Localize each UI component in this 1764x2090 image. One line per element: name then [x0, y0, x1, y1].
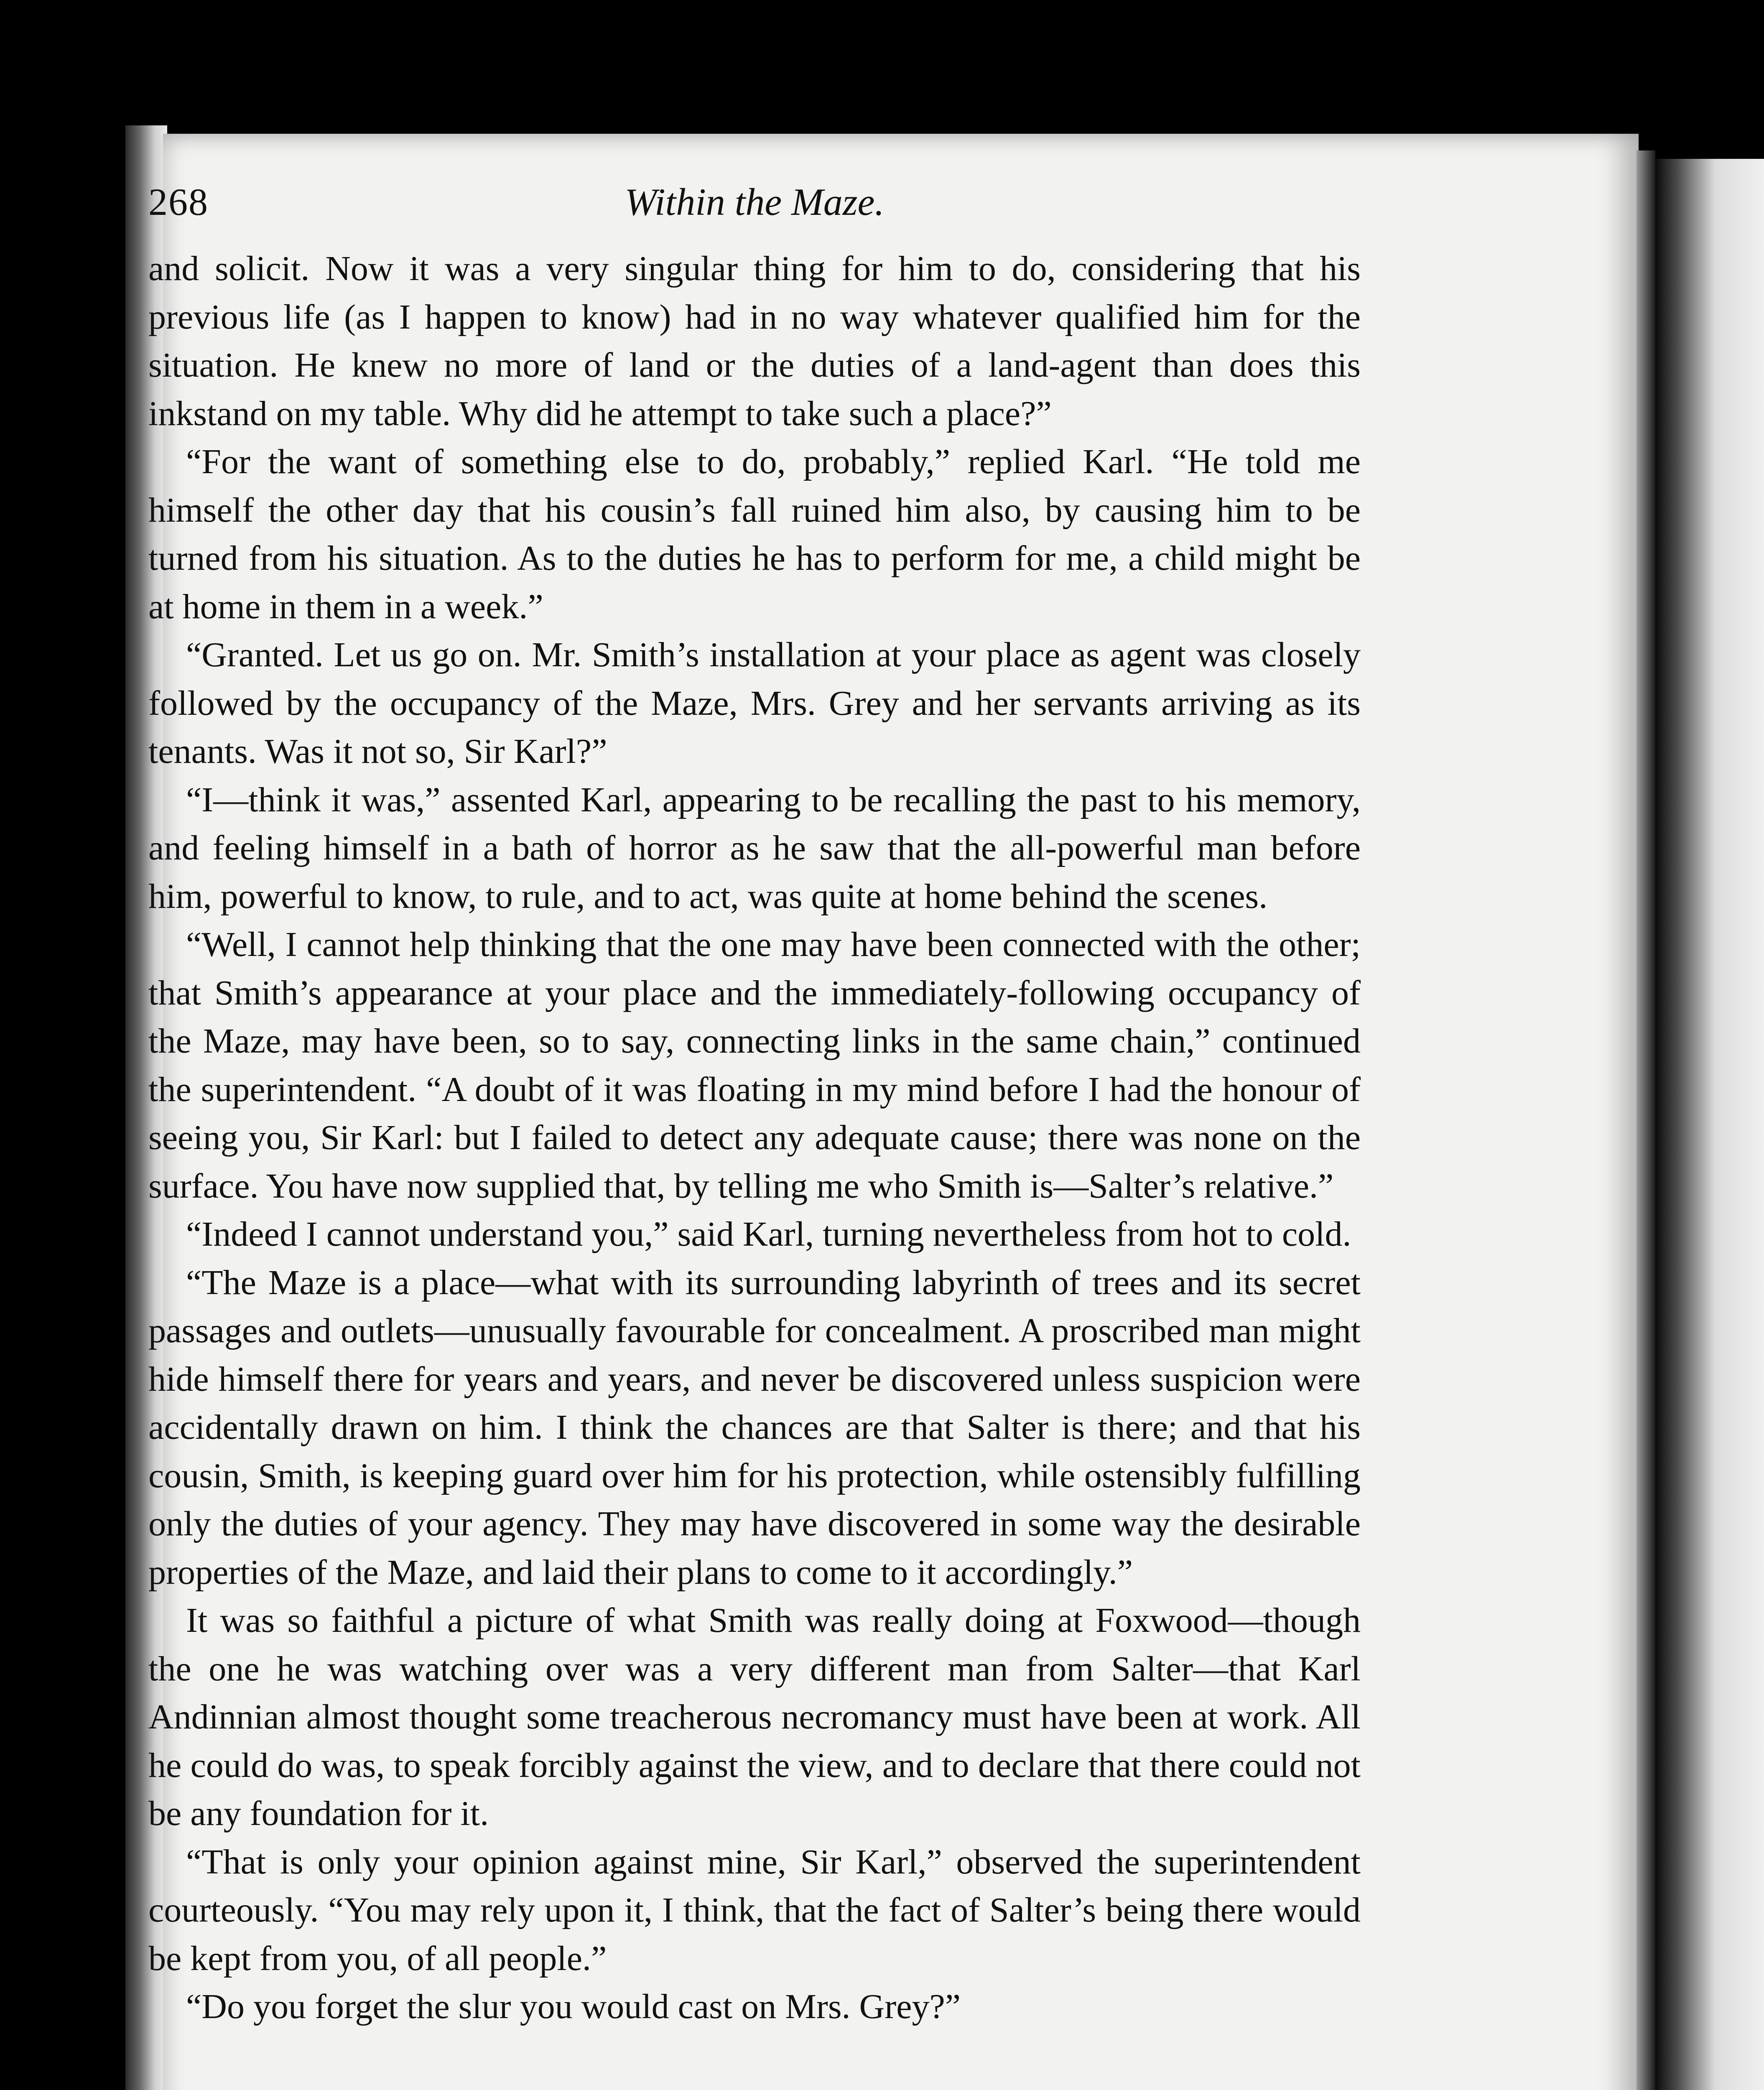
paragraph: and solicit. Now it was a very singular thing for him to do, considering that his previous life (as I happen to know) had in no way whatever qualified him for the situation. He knew no more of land or the duties of a land-agent than does this inkstand on my table. Why did he attempt to take such a place?”: [148, 249, 1361, 433]
paragraph: “Granted. Let us go on. Mr. Smith’s installation at your place as agent was closely followed by the occupancy of the Maze, Mrs. Grey and her servants arriving as its tenants. Was it not so, Sir Karl?”: [148, 635, 1361, 771]
running-header: [148, 180, 1361, 234]
paragraph: “Indeed I cannot understand you,” said Karl, turning nevertheless from hot to cold.: [186, 1215, 1351, 1254]
paragraph: “That is only your opinion against mine, Sir Karl,” observed the superintendent courteously. “You may rely upon it, I think, that the fact of Salter’s being there would be kept from you, of all people.”: [148, 1842, 1361, 1978]
facing-page-edge: [1655, 159, 1764, 2090]
body-text: [148, 245, 1361, 2031]
running-title: Within the Maze.: [625, 181, 885, 223]
page-number: 268: [148, 181, 209, 223]
paragraph: “The Maze is a place—what with its surrounding labyrinth of trees and its secret passages and outlets—unusually favourable for concealment. A proscribed man might hide himself there for years and years, and never be discovered unless suspicion were accidentally drawn on him. I think the chances are that Salter is there; and that his cousin, Smith, is keeping guard over him for his protection, while ostensibly fulfilling only the duties of your agency. They may have discovered in some way the desirable properties of the Maze, and laid their plans to come to it accordingly.”: [148, 1263, 1361, 1592]
paragraph: “Do you forget the slur you would cast on Mrs. Grey?”: [186, 1987, 961, 2026]
paragraph: It was so faithful a picture of what Smith was really doing at Foxwood—though the one he was watching over was a very different man from Salter—that Karl Andinnian almost thought some treacherous necromancy must have been at work. All he could do was, to speak forcibly against the view, and to declare that there could not be any foundation for it.: [148, 1601, 1361, 1833]
paragraph: “Well, I cannot help thinking that the one may have been connected with the other; that Smith’s appearance at your place and the immediately-following occupancy of the Maze, may have been, so to say, connecting links in the same chain,” continued the superintendent. “A doubt of it was floating in my mind before I had the honour of seeing you, Sir Karl: but I failed to detect any adequate cause; there was none on the surface. You have now supplied that, by telling me who Smith is—Salter’s relative.”: [148, 925, 1361, 1206]
paragraph: “For the want of something else to do, probably,” replied Karl. “He told me himself the other day that his cousin’s fall ruined him also, by causing him to be turned from his situation. As to the duties he has to perform for me, a child might be at home in them in a week.”: [148, 442, 1361, 626]
page-edge: [1637, 150, 1655, 2090]
paragraph: “I—think it was,” assented Karl, appearing to be recalling the past to his memory, and feeling himself in a bath of horror as he saw that the all-powerful man before him, powerful to know, to rule, and to act, was quite at home behind the scenes.: [148, 780, 1361, 916]
